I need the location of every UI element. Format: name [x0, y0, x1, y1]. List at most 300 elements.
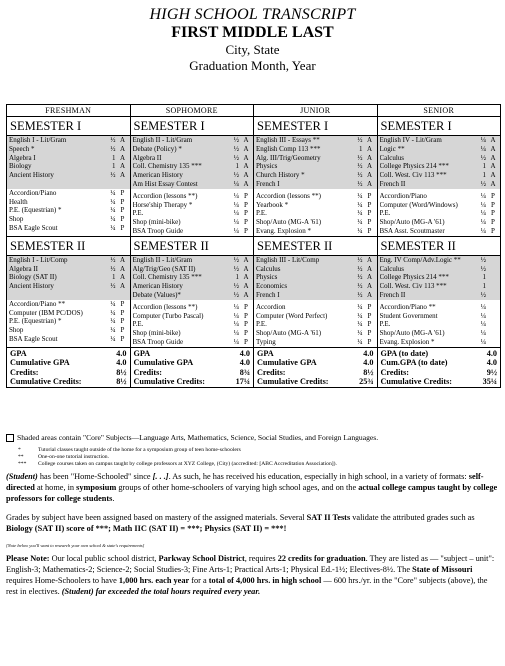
course-grade: A	[366, 290, 373, 299]
course-name: P.E. (Equestrian) *	[9, 317, 62, 326]
para-emphasis: (Student) far exceeded the total hours required every year.	[61, 587, 261, 596]
course-grade: P	[491, 191, 495, 200]
core-course-row	[131, 180, 254, 189]
para-emphasis: Biology (SAT II) score of ***; Math IIC (SAT II) = ***; Physics (SAT II) = ***!	[6, 524, 287, 533]
footnote-key: **	[18, 454, 24, 460]
document-title: HIGH SCHOOL TRANSCRIPT	[149, 6, 356, 23]
course-credit: ½	[480, 290, 486, 299]
course-grade: P	[491, 200, 495, 209]
year-summary	[254, 347, 378, 387]
semester-heading: SEMESTER I	[7, 117, 130, 136]
course-grade: A	[119, 273, 126, 282]
course-credit: ¼	[110, 326, 116, 335]
course-name: English III - Lit/Comp	[256, 255, 320, 264]
para-emphasis: Parkway School District	[158, 554, 245, 563]
course-grade: P	[120, 317, 125, 326]
course-name: BSA Troop Guide	[132, 226, 184, 235]
course-credit: ¼	[357, 337, 363, 346]
course-credit: ½	[357, 171, 363, 180]
course-grade: A	[490, 179, 496, 188]
core-course-row	[254, 154, 377, 163]
course-grade: A	[119, 282, 126, 291]
course-grade: A	[243, 273, 249, 282]
core-course-row	[254, 265, 377, 274]
para-emphasis: 22 credits for graduation	[277, 554, 366, 563]
course-grade: P	[244, 329, 248, 338]
course-name: Shop/Auto (MG-A '61)	[256, 218, 322, 227]
semester-heading: SEMESTER II	[254, 236, 377, 256]
course-name: Shop/Auto (MG-A '61)	[379, 218, 445, 227]
course-name: Accordion (lessons **)	[132, 191, 198, 200]
summary-value: 8½	[116, 377, 127, 387]
course-credit: 1	[482, 273, 486, 282]
elective-course-row	[378, 192, 501, 201]
course-credit: ¼	[233, 337, 239, 346]
elective-course-row	[7, 326, 130, 335]
course-credit: ¼	[233, 329, 239, 338]
course-grade	[488, 273, 498, 282]
core-course-row	[378, 265, 501, 274]
course-name: English I - Lit/Comp	[9, 255, 68, 264]
course-grade: A	[490, 153, 496, 162]
para-text: for a	[189, 576, 209, 585]
para-emphasis: actual college campus taught by college professors for college students	[6, 483, 498, 503]
core-course-row	[378, 145, 501, 154]
semester-heading: SEMESTER II	[7, 236, 130, 256]
course-grade: A	[119, 171, 126, 180]
course-credit: 1	[482, 282, 486, 291]
course-credit: ½	[480, 153, 486, 162]
para-emphasis: State of Missouri	[412, 565, 473, 574]
core-course-row	[7, 136, 130, 145]
course-name: Economics	[256, 282, 288, 291]
course-name: Coll. West. Civ 113 ***	[379, 171, 447, 180]
cumulative-gpa-line	[10, 358, 127, 368]
course-grade: A	[366, 144, 373, 153]
course-credit: ¼	[480, 200, 486, 209]
elective-course-row	[131, 201, 254, 210]
course-name: Alg/Trig/Geo (SAT II)	[132, 264, 196, 273]
year-summary	[378, 347, 501, 387]
semester-cell	[7, 236, 131, 347]
para-text: . As such, he has received his education, especially in high school, in a variety of formats:	[168, 472, 469, 481]
course-name: Horse'ship Therapy *	[132, 200, 193, 209]
core-course-row	[7, 291, 130, 300]
para-text: Grades by subject have been assigned based on mastery of the assigned materials. Several	[6, 513, 307, 522]
course-grade: P	[244, 218, 248, 227]
semester-heading: SEMESTER II	[378, 236, 501, 256]
core-course-row	[131, 256, 254, 265]
course-name: English I - Lit/Gram	[9, 136, 67, 144]
core-course-row	[131, 162, 254, 171]
course-credit: ¼	[233, 191, 239, 200]
core-course-row	[378, 154, 501, 163]
course-credit: 1	[235, 273, 239, 282]
elective-course-row	[131, 227, 254, 236]
summary-value: 17¼	[235, 377, 250, 387]
course-credit: ¼	[110, 197, 116, 206]
course-grade: P	[244, 337, 248, 346]
summary-label: Credits:	[10, 367, 39, 377]
course-grade: P	[367, 218, 372, 227]
summary-value: 4.0	[486, 358, 497, 368]
course-grade: P	[244, 302, 248, 311]
core-course-row	[131, 273, 254, 282]
course-credit: 1	[235, 162, 239, 171]
elective-course-row	[254, 338, 377, 347]
cumulative-gpa-line	[381, 358, 498, 368]
elective-course-row	[131, 218, 254, 227]
core-course-row	[254, 273, 377, 282]
summary-label: GPA	[133, 348, 151, 358]
core-legend-text: Shaded areas contain "Core" Subjects—Language Arts, Mathematics, Science, Social Studies, and Foreign Languages.	[17, 433, 379, 442]
course-credit: ¼	[357, 191, 363, 200]
course-grade: A	[366, 153, 373, 162]
homeschool-paragraph	[6, 471, 501, 504]
course-name: Calculus	[256, 264, 281, 273]
course-name: Speech *	[9, 144, 35, 153]
credits-line	[381, 368, 498, 378]
course-name: English Comp 113 ***	[256, 144, 321, 153]
semester-cell	[378, 236, 501, 347]
elective-course-row	[7, 309, 130, 318]
core-course-row	[254, 136, 377, 145]
elective-course-row	[254, 329, 377, 338]
summary-label: Cumulative GPA	[133, 358, 194, 368]
transcript-table	[6, 104, 501, 388]
course-grade	[118, 180, 128, 189]
course-grade: A	[490, 136, 496, 144]
course-name: Eng. IV Comp/Adv.Logic **	[379, 255, 461, 264]
core-course-row	[378, 291, 501, 300]
elective-course-row	[254, 303, 377, 312]
course-credit: ½	[233, 153, 239, 162]
core-course-row	[7, 154, 130, 163]
course-grade: P	[491, 218, 495, 227]
summary-value: 4.0	[116, 358, 127, 368]
course-grade: A	[119, 255, 126, 264]
course-credit: ½	[110, 264, 116, 273]
year-summary	[7, 347, 131, 387]
course-name: Am Hist Essay Contest	[132, 179, 198, 188]
course-name: Accordion/Piano	[9, 188, 57, 197]
credits-line	[134, 368, 251, 378]
course-name: Ancient History	[9, 282, 54, 291]
summary-label: Cumulative GPA	[257, 358, 317, 368]
course-name: Calculus	[379, 153, 404, 162]
year-label: JUNIOR	[254, 105, 377, 117]
course-name: American History	[132, 282, 183, 291]
year-column-header	[378, 105, 501, 117]
elective-course-row	[7, 300, 130, 309]
semester-heading: SEMESTER II	[131, 236, 254, 256]
course-grade	[488, 256, 498, 265]
course-grade: A	[243, 255, 249, 264]
para-emphasis: self-directed	[6, 472, 484, 492]
elective-course-row	[254, 192, 377, 201]
course-grade: A	[366, 171, 373, 180]
semester-cell	[378, 117, 501, 236]
research-note: [Note below you'll want to research your own school & state's requirements]	[6, 543, 145, 548]
year-summary	[131, 347, 255, 387]
gpa-line	[381, 349, 498, 359]
summary-label: Cumulative Credits:	[133, 377, 205, 387]
course-name: Computer (Word/Windows)	[379, 200, 458, 209]
core-course-row	[131, 136, 254, 145]
elective-course-row	[254, 209, 377, 218]
course-credit: ¼	[480, 226, 486, 235]
course-credit: ¼	[480, 144, 486, 153]
summary-value: 4.0	[116, 348, 127, 358]
course-grade: P	[120, 188, 125, 197]
course-name: Accordion (lessons **)	[256, 191, 321, 200]
course-name: P.E.	[132, 320, 144, 329]
course-grade: P	[244, 320, 248, 329]
cumulative-credits-line	[134, 377, 251, 387]
course-credit: ¼	[480, 191, 486, 200]
course-credit: ½	[480, 255, 486, 264]
course-credit: ¼	[233, 179, 239, 188]
core-course-row	[7, 171, 130, 180]
course-grade: P	[120, 308, 125, 317]
para-emphasis: total of 4,000 hrs. in high school	[208, 576, 322, 585]
course-name: English II - Lit/Gram	[132, 136, 193, 144]
elective-course-row	[7, 198, 130, 207]
summary-value: 8¾	[239, 367, 250, 377]
course-grade: P	[120, 215, 125, 224]
course-grade: P	[491, 226, 495, 235]
course-credit: 1	[482, 171, 486, 180]
course-name: Computer (Word Perfect)	[256, 311, 328, 320]
course-name: Evang. Explosion *	[379, 337, 435, 346]
course-grade: P	[367, 191, 372, 200]
course-grade: A	[243, 171, 249, 180]
elective-course-row	[254, 320, 377, 329]
course-credit: ½	[357, 136, 363, 144]
summary-value: 35¼	[482, 377, 497, 387]
core-course-row	[131, 282, 254, 291]
course-name: Biology (SAT II)	[9, 273, 57, 282]
course-credit: ¼	[233, 218, 239, 227]
student-location: City, State	[225, 42, 280, 57]
course-grade: P	[244, 191, 248, 200]
course-name: BSA Asst. Scoutmaster	[379, 226, 445, 235]
course-credit: ¼	[110, 206, 116, 215]
summary-label: GPA	[257, 348, 274, 358]
summary-label: GPA (to date)	[380, 348, 429, 358]
footnote	[18, 461, 498, 467]
elective-course-row	[254, 218, 377, 227]
course-credit: ¼	[357, 209, 363, 218]
core-course-row	[254, 256, 377, 265]
para-text: groups of other home-schoolers of varying high school ages, and on the	[116, 483, 359, 492]
cumulative-gpa-line	[257, 358, 374, 368]
course-credit: ½	[233, 136, 239, 144]
footnote	[18, 454, 498, 460]
course-grade	[488, 312, 498, 321]
course-credit: ¼	[233, 209, 239, 218]
semester-cell	[7, 117, 131, 236]
course-credit: ½	[233, 171, 239, 180]
course-grade: P	[367, 209, 372, 218]
course-name: French II	[379, 179, 406, 188]
course-name: Physics	[256, 273, 278, 282]
course-credit: ¼	[480, 218, 486, 227]
course-name: Accordion/Piano **	[9, 299, 66, 308]
course-name: Student Government	[379, 311, 438, 320]
core-course-row	[254, 145, 377, 154]
course-grade: A	[119, 136, 126, 144]
para-emphasis: 1,000 hrs. each year	[118, 576, 190, 585]
course-name: BSA Troop Guide	[132, 337, 184, 346]
course-grade: P	[367, 200, 372, 209]
semester-cell	[254, 236, 378, 347]
summary-value: 4.0	[239, 358, 250, 368]
elective-course-row	[378, 312, 501, 321]
course-credit: ¼	[110, 334, 116, 343]
year-column-header	[131, 105, 255, 117]
course-credit: ½	[233, 144, 239, 153]
elective-course-row	[378, 209, 501, 218]
para-text: Our local public school district,	[49, 554, 159, 563]
cumulative-gpa-line	[134, 358, 251, 368]
year-label: SOPHOMORE	[131, 105, 254, 117]
course-credit: ½	[357, 162, 363, 171]
elective-course-row	[131, 303, 254, 312]
course-grade: A	[243, 136, 249, 144]
summary-label: Credits:	[133, 367, 163, 377]
course-grade: A	[490, 162, 496, 171]
course-name: Shop (mini-bike)	[132, 218, 181, 227]
course-grade: P	[491, 209, 495, 218]
core-course-row	[131, 171, 254, 180]
course-credit: 1	[112, 273, 116, 282]
summary-label: Cumulative Credits:	[257, 377, 329, 387]
course-credit	[104, 291, 116, 300]
elective-course-row	[7, 189, 130, 198]
elective-course-row	[378, 201, 501, 210]
course-credit: ¼	[480, 320, 486, 329]
elective-course-row	[254, 312, 377, 321]
elective-course-row	[7, 317, 130, 326]
cumulative-credits-line	[10, 377, 127, 387]
course-grade: P	[120, 206, 125, 215]
footnote-key: ***	[18, 461, 27, 467]
footnote-key: *	[18, 447, 21, 453]
course-credit: ½	[110, 144, 116, 153]
para-text: .	[112, 494, 115, 503]
course-name: French II	[379, 290, 406, 299]
course-name: BSA Eagle Scout	[9, 223, 58, 232]
course-grade: A	[243, 264, 249, 273]
elective-course-row	[131, 338, 254, 347]
course-credit: ½	[357, 255, 363, 264]
course-name: Typing	[256, 337, 276, 346]
course-credit: ½	[233, 282, 239, 291]
course-name: Accordion/Piano	[379, 191, 427, 200]
elective-course-row	[378, 320, 501, 329]
course-credit: ¼	[357, 320, 363, 329]
course-name: Shop	[9, 326, 24, 335]
credits-line	[10, 368, 127, 378]
elective-course-row	[7, 206, 130, 215]
course-grade: A	[243, 153, 249, 162]
course-credit: ½	[357, 290, 363, 299]
elective-course-row	[131, 329, 254, 338]
course-grade	[488, 303, 498, 312]
elective-course-row	[378, 329, 501, 338]
para-text: validate the attributed grades such as	[350, 513, 475, 522]
course-grade: A	[119, 264, 126, 273]
summary-value: 25¾	[359, 377, 374, 387]
core-course-row	[378, 180, 501, 189]
course-credit: ½	[357, 179, 363, 188]
course-credit: ¼	[357, 329, 363, 338]
semester-cell	[254, 117, 378, 236]
elective-course-row	[131, 192, 254, 201]
course-grade: A	[490, 144, 496, 153]
student-name: FIRST MIDDLE LAST	[171, 24, 334, 41]
gpa-summary-row	[7, 347, 500, 387]
core-course-row	[254, 291, 377, 300]
summary-label: Cumulative Credits:	[10, 377, 82, 387]
shaded-square-icon	[6, 434, 14, 442]
core-course-row	[378, 136, 501, 145]
course-name: Shop/Auto (MG-A '61)	[256, 329, 322, 338]
para-emphasis: SAT II Tests	[306, 513, 351, 522]
requirements-paragraph	[6, 553, 501, 597]
core-course-row	[131, 291, 254, 300]
semester-two-row	[7, 236, 500, 347]
course-credit: ½	[357, 282, 363, 291]
elective-course-row	[131, 209, 254, 218]
course-credit: ¼	[233, 226, 239, 235]
transcript-header	[0, 6, 505, 74]
credits-line	[257, 368, 374, 378]
semester-heading: SEMESTER I	[131, 117, 254, 136]
course-credit: ¼	[233, 320, 239, 329]
course-name: P.E.	[379, 320, 391, 329]
core-course-row	[254, 180, 377, 189]
course-name: Computer (IBM PC/DOS)	[9, 308, 83, 317]
course-name: Coll. Chemistry 135 ***	[132, 162, 202, 171]
course-grade: P	[120, 223, 125, 232]
elective-course-row	[7, 224, 130, 233]
course-grade: P	[367, 302, 372, 311]
course-name: Debate (Values)*	[132, 290, 181, 299]
semester-heading: SEMESTER I	[254, 117, 377, 136]
course-grade: P	[244, 226, 248, 235]
course-name: P.E. (Equestrian) *	[9, 206, 62, 215]
cumulative-credits-line	[257, 377, 374, 387]
course-name: French I	[256, 179, 280, 188]
para-emphasis: symposium	[76, 483, 117, 492]
summary-label: Cumulative GPA	[10, 358, 70, 368]
course-grade: P	[120, 334, 125, 343]
elective-course-row	[7, 215, 130, 224]
course-name: Algebra II	[132, 153, 162, 162]
course-name: Debate (Policy) *	[132, 144, 182, 153]
course-grade	[118, 291, 128, 300]
core-course-row	[131, 145, 254, 154]
graduation-date: Graduation Month, Year	[189, 58, 316, 73]
gpa-line	[10, 349, 127, 359]
course-name: P.E.	[256, 209, 267, 218]
course-credit: ½	[357, 153, 363, 162]
year-label: FRESHMAN	[7, 105, 130, 117]
summary-label: Credits:	[257, 367, 286, 377]
course-name: Accordion (lessons **)	[132, 302, 198, 311]
